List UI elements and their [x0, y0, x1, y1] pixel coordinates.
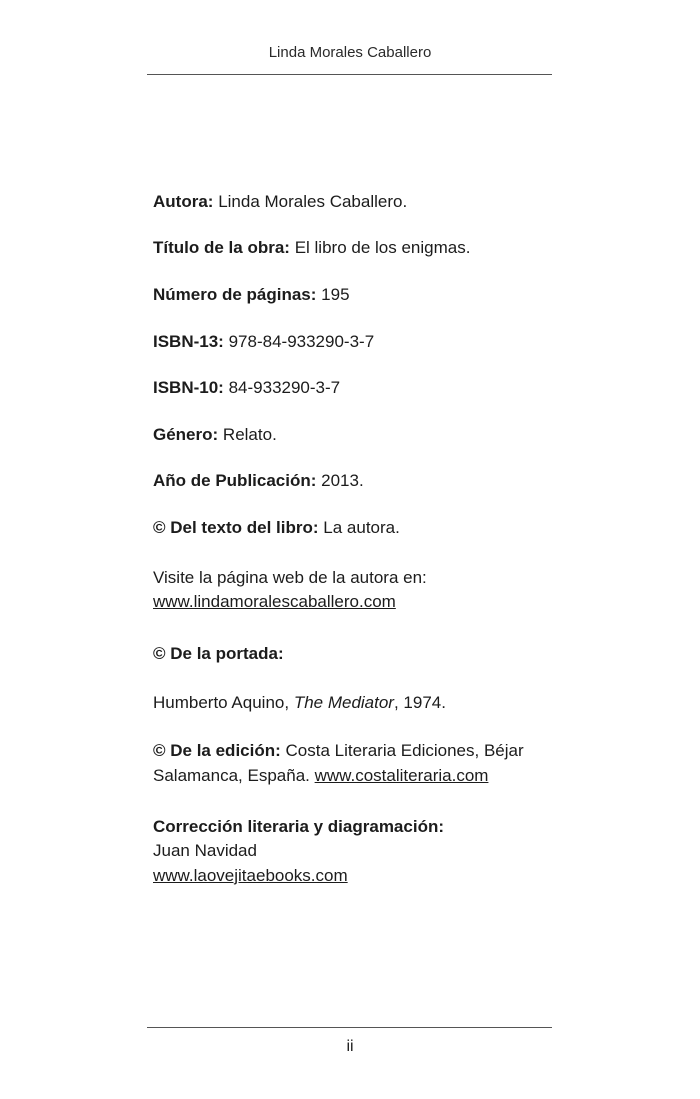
- autora-value: Linda Morales Caballero.: [218, 192, 408, 211]
- titulo-value: El libro de los enigmas.: [294, 238, 471, 257]
- correccion-website-link[interactable]: www.laovejitaebooks.com: [153, 866, 348, 885]
- paginas-label: Número de páginas:: [153, 285, 317, 304]
- correccion-line: [153, 815, 444, 839]
- portada-line: [153, 642, 284, 666]
- correccion-name: Juan Navidad: [153, 841, 257, 860]
- anio-line: [153, 469, 364, 493]
- titulo-line: [153, 236, 470, 260]
- author-website-link[interactable]: www.lindamoralescaballero.com: [153, 592, 396, 611]
- publisher-website-link[interactable]: www.costaliteraria.com: [314, 766, 489, 785]
- web-intro: Visite la página web de la autora en:: [153, 568, 427, 587]
- portada-work-title: The Mediator: [293, 693, 394, 712]
- isbn13-label: ISBN-13:: [153, 332, 224, 351]
- paginas-value: 195: [321, 285, 350, 304]
- running-header: Linda Morales Caballero: [268, 44, 432, 61]
- edicion-line-2: [153, 764, 488, 788]
- isbn10-value: 84-933290-3-7: [228, 378, 341, 397]
- genero-line: [153, 423, 277, 447]
- autora-line: [153, 190, 407, 214]
- edicion-value: Costa Literaria Ediciones, Béjar: [285, 741, 524, 760]
- edicion-line: [153, 739, 524, 763]
- texto-line: [153, 516, 400, 540]
- portada-credit-line: [153, 691, 446, 715]
- isbn13-value: 978-84-933290-3-7: [228, 332, 375, 351]
- edicion-label: © De la edición:: [153, 741, 281, 760]
- portada-year: , 1974.: [393, 693, 446, 712]
- anio-label: Año de Publicación:: [153, 471, 317, 490]
- isbn13-line: [153, 330, 374, 354]
- portada-label: © De la portada:: [153, 644, 284, 663]
- autora-label: Autora:: [153, 192, 214, 211]
- page-number: ii: [346, 1038, 354, 1055]
- paginas-line: [153, 283, 350, 307]
- texto-label: © Del texto del libro:: [153, 518, 319, 537]
- edicion-location: Salamanca, España.: [153, 766, 315, 785]
- titulo-label: Título de la obra:: [153, 238, 290, 257]
- header-rule: [147, 74, 552, 75]
- correccion-label: Corrección literaria y diagramación:: [153, 817, 444, 836]
- genero-value: Relato.: [222, 425, 277, 444]
- texto-value: La autora.: [323, 518, 400, 537]
- isbn10-line: [153, 376, 340, 400]
- footer-rule: [147, 1027, 552, 1028]
- anio-value: 2013.: [321, 471, 364, 490]
- isbn10-label: ISBN-10:: [153, 378, 224, 397]
- genero-label: Género:: [153, 425, 219, 444]
- portada-artist: Humberto Aquino,: [153, 693, 294, 712]
